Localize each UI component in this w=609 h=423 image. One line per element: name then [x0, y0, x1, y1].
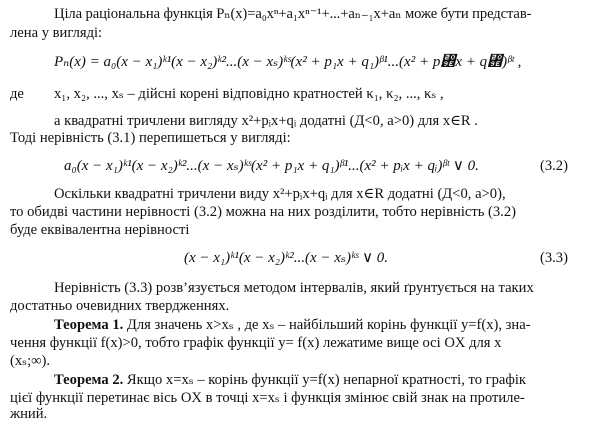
paragraph-line-12: Нерівність (3.3) розв’язується методом інтервалів, який ґрунтується на таких — [54, 280, 534, 296]
formula-polynomial-factorization: Pₙ(x) = a₀(x − x₁)ᵏ¹(x − x₂)ᵏ²...(x − xₛ)ᵏˢ(x² + p₁x + q₁)ᵝ¹...(x² + p₞x + q₞)ᵝᵗ , — [54, 54, 522, 70]
theorem-1-line-3: (xₛ;∞). — [10, 353, 51, 369]
theorem-2-line-2: цієї функції перетинає вісь OX в точці x=xₛ і функція змінює свій знак на протиле- — [10, 390, 525, 406]
label-de: де — [10, 86, 24, 102]
paragraph-line-13: достатньо очевидних твердженнях. — [10, 298, 230, 314]
quadratic-trinomials-line: а квадратні тричлени вигляду x²+pᵢx+qᵢ додатні (Д<0, a>0) для x∈R . — [54, 113, 478, 129]
theorem-1-text: Для значень x>xₛ , де xₛ – найбільший корінь функції y=f(x), зна- — [123, 317, 531, 333]
formula-inequality-3-2: a₀(x − x₁)ᵏ¹(x − x₂)ᵏ²...(x − xₛ)ᵏˢ(x² + p₁x + q₁)ᵝ¹...(x² + pᵢx + qᵢ)ᵝᵗ ∨ 0. — [64, 158, 479, 174]
paragraph-line-2: лена у вигляді: — [10, 25, 103, 41]
theorem-1-line-2: чення функції f(x)>0, тобто графік функції y= f(x) лежатиме вище осі OX для x — [10, 335, 502, 351]
paragraph-line-8: Оскільки квадратні тричлени виду x²+pᵢx+qᵢ для x∈R додатні (Д<0, a>0), — [54, 186, 506, 202]
theorem-2-line-3: жний. — [10, 406, 48, 422]
equation-number-3-3: (3.3) — [540, 250, 568, 266]
paragraph-line-10: буде еквівалентна нерівності — [10, 222, 190, 238]
theorem-2-heading: Теорема 2. — [54, 372, 124, 388]
theorem-2-line — [54, 372, 526, 389]
inequality-intro: Тоді нерівність (3.1) перепишеться у вигляді: — [10, 130, 291, 146]
theorem-1-line — [54, 317, 531, 334]
theorem-2-text: Якщо x=xₛ – корінь функції y=f(x) непарної кратності, то графік — [123, 372, 527, 388]
paragraph-line-9: то обидві частини нерівності (3.2) можна на них розділити, тобто нерівність (3.2) — [10, 204, 516, 220]
equation-number-3-2: (3.2) — [540, 158, 568, 174]
paragraph-line-1: Ціла раціональна функція Pₙ(x)=a₀xⁿ+a₁xⁿ⁻¹+...+aₙ₋₁x+aₙ може бути представ- — [54, 6, 532, 22]
roots-description: x₁, x₂, ..., xₛ – дійсні корені відповідно кратностей κ₁, κ₂, ..., κₛ , — [54, 86, 444, 102]
theorem-1-heading: Теорема 1. — [54, 317, 124, 333]
formula-inequality-3-3: (x − x₁)ᵏ¹(x − x₂)ᵏ²...(x − xₛ)ᵏˢ ∨ 0. — [184, 250, 389, 266]
